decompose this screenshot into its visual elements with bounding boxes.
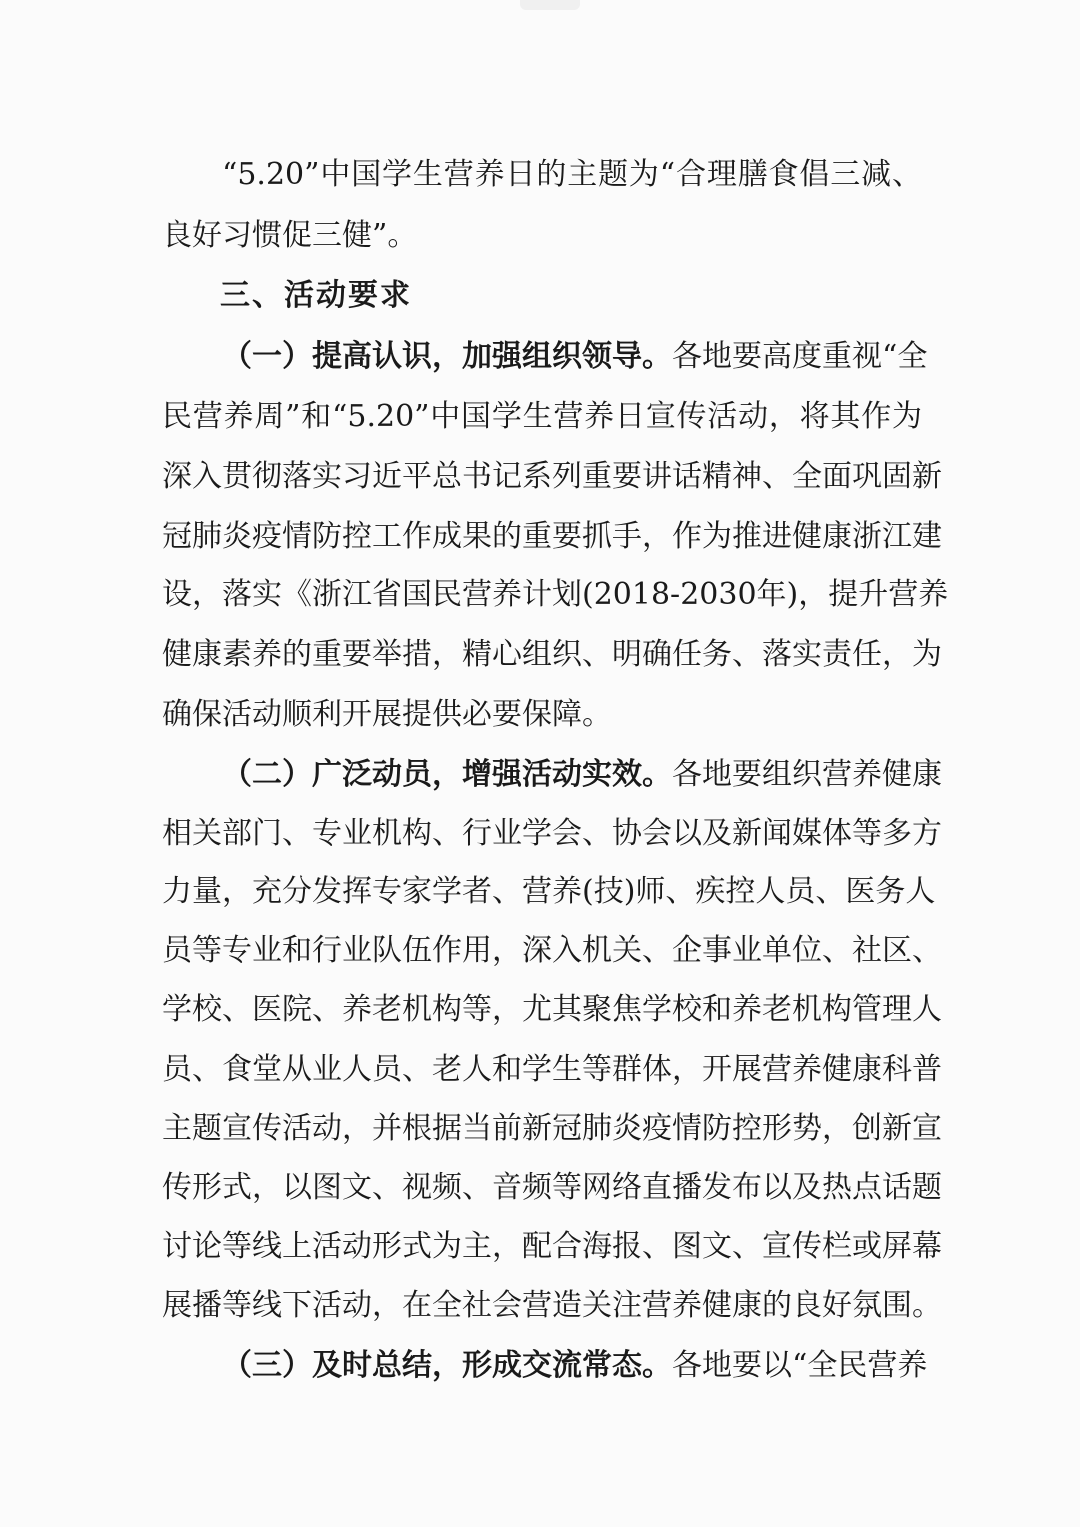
subsection-1-line-6: 健康素养的重要举措，精心组织、明确任务、落实责任，为 (162, 637, 942, 672)
subsection-1-line-3: 深入贯彻落实习近平总书记系列重要讲话精神、全面巩固新 (162, 459, 942, 494)
subsection-2-line-9: 讨论等线上活动形式为主，配合海报、图文、宣传栏或屏幕 (162, 1229, 942, 1264)
subsection-1-line-5: 设，落实《浙江省国民营养计划(2018-2030年)，提升营养 (162, 577, 949, 612)
subsection-2-line-6: 员、食堂从业人员、老人和学生等群体，开展营养健康科普 (162, 1052, 942, 1087)
section-heading: 三、活动要求 (220, 278, 412, 313)
subsection-1-line-2: 民营养周”和“5.20”中国学生营养日宣传活动，将其作为 (162, 399, 922, 434)
subsection-2-line-7: 主题宣传活动，并根据当前新冠肺炎疫情防控形势，创新宣 (162, 1111, 942, 1146)
subsection-1-first-line (222, 327, 928, 387)
subsection-1-line-4: 冠肺炎疫情防控工作成果的重要抓手，作为推进健康浙江建 (162, 519, 942, 554)
intro-line-2: 良好习惯促三健”。 (162, 218, 418, 253)
page-top-mark (520, 0, 580, 10)
intro-line-1: “5.20”中国学生营养日的主题为“合理膳食倡三减、 (222, 157, 922, 192)
subsection-1-line-1: 各地要高度重视“全 (672, 339, 928, 374)
subsection-2-heading: （二）广泛动员，增强活动实效。 (222, 757, 672, 792)
subsection-1-heading: （一）提高认识，加强组织领导。 (222, 339, 672, 374)
subsection-2-line-3: 力量，充分发挥专家学者、营养(技)师、疾控人员、医务人 (162, 874, 936, 909)
subsection-2-line-2: 相关部门、专业机构、行业学会、协会以及新闻媒体等多方 (162, 816, 942, 851)
subsection-3-line-1: 各地要以“全民营养 (672, 1348, 928, 1383)
subsection-2-line-8: 传形式，以图文、视频、音频等网络直播发布以及热点话题 (162, 1170, 942, 1205)
subsection-2-line-4: 员等专业和行业队伍作用，深入机关、企事业单位、社区、 (162, 933, 942, 968)
subsection-2-line-5: 学校、医院、养老机构等，尤其聚焦学校和养老机构管理人 (162, 992, 942, 1027)
subsection-3-heading: （三）及时总结，形成交流常态。 (222, 1348, 672, 1383)
subsection-2-first-line (222, 745, 942, 805)
subsection-3-first-line (222, 1336, 928, 1396)
subsection-2-line-1: 各地要组织营养健康 (672, 757, 942, 792)
subsection-1-line-7: 确保活动顺利开展提供必要保障。 (162, 697, 612, 732)
subsection-2-line-10: 展播等线下活动，在全社会营造关注营养健康的良好氛围。 (162, 1288, 942, 1323)
